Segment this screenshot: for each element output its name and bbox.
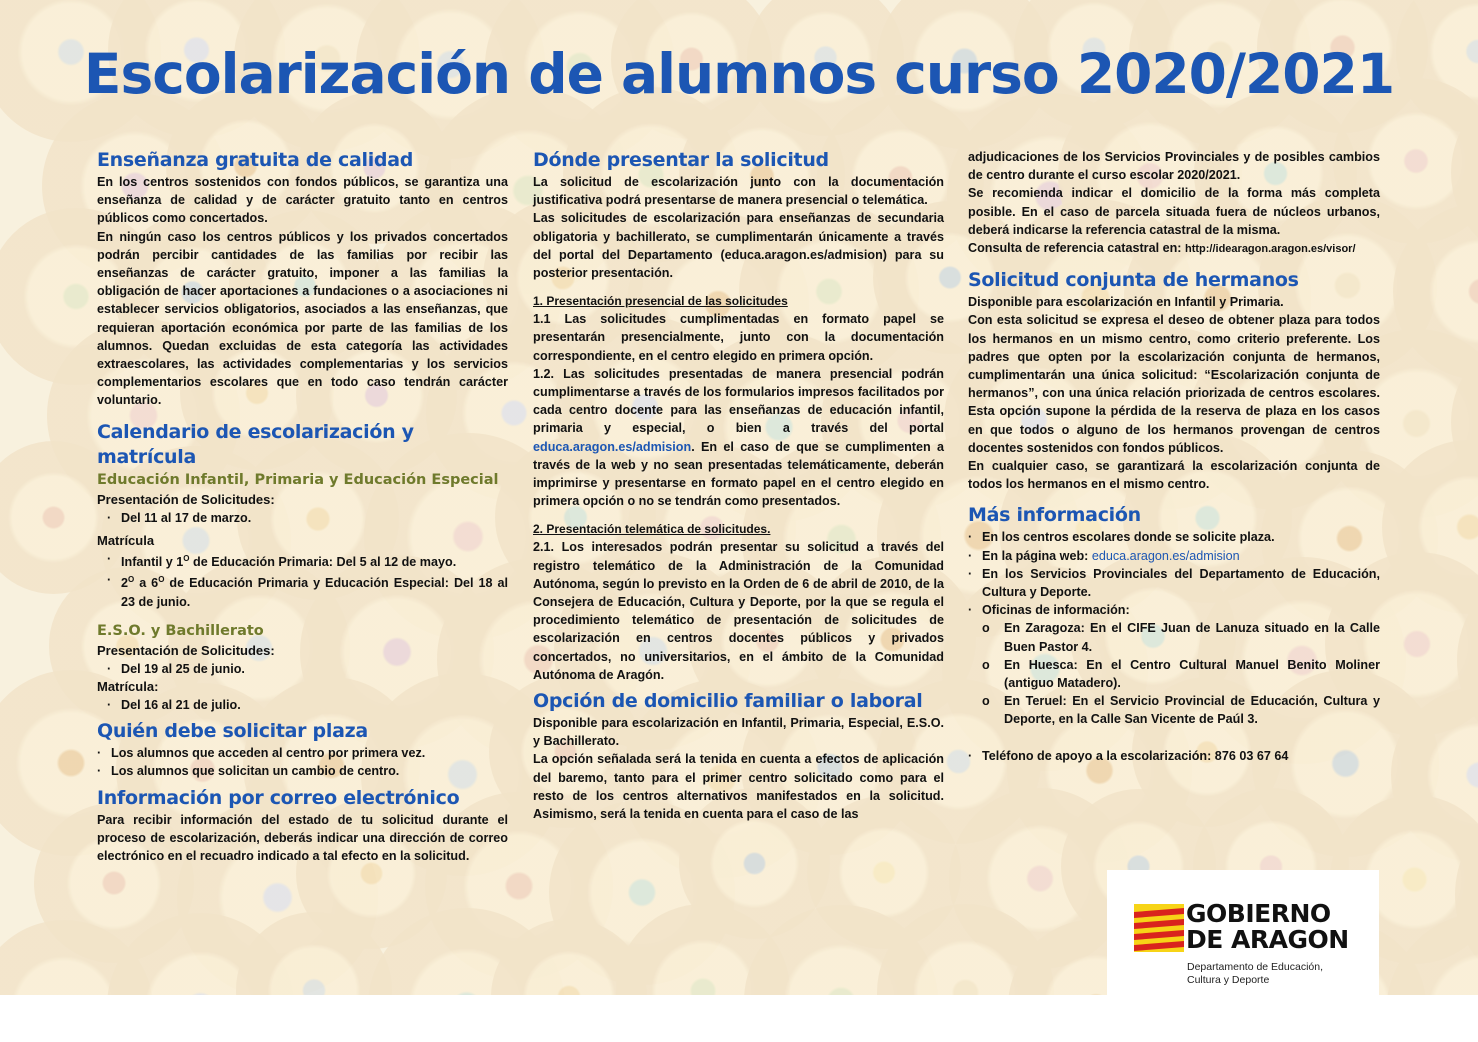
- circle-bullet-icon: o: [982, 657, 990, 672]
- paragraph: adjudicaciones de los Servicios Provinciales y de posibles cambios de centro durante el curso escolar 2020/2021.: [968, 150, 1380, 183]
- section-title-hermanos: Solicitud conjunta de hermanos: [968, 269, 1299, 292]
- heading-presencial: 1. Presentación presencial de las solicitudes: [533, 294, 788, 309]
- sub-list-item: o En Teruel: En el Servicio Provincial de Educación, Cultura y Deporte, en la Calle San Vicente de Paúl 3.: [968, 692, 1380, 728]
- bullet-icon: ·: [968, 566, 973, 581]
- paragraph: En cualquier caso, se garantizará la escolarización conjunta de todos los hermanos en el mismo centro.: [968, 459, 1380, 492]
- list-item: · Teléfono de apoyo a la escolarización: 876 03 67 64: [968, 747, 1380, 765]
- sub-list-item: o En Huesca: En el Centro Cultural Manuel Benito Moliner (antiguo Matadero).: [968, 656, 1380, 692]
- list-item: · Oficinas de información:: [968, 601, 1380, 619]
- logo-department: Departamento de Educación, Cultura y Deporte: [1187, 961, 1324, 986]
- list-item: · Del 16 al 21 de julio.: [97, 696, 508, 714]
- subsection-eso-bachillerato: E.S.O. y Bachillerato: [97, 622, 264, 639]
- bullet-icon: ·: [107, 698, 112, 713]
- paragraph: En ningún caso los centros públicos y los privados concertados podrán percibir cantidades de las familias por recibir las enseñanzas de carácter gratuito, imponer a las familias la obligación de hacer aportaciones a fundaciones o a asociaciones ni establecer servicios obligatorios, asociados a las enseñanzas, que requieran aportación económica por parte de las familias de los alumnos. Quedan excluidas de esta categoría las actividades extraescolares, las actividades complementarias y los servicios complementarios escolares que en todo caso tendrán carácter voluntario.: [97, 229, 508, 408]
- paragraph: Se recomienda indicar el domicilio de la forma más completa posible. En el caso de parcela situada fuera de núcleos urbanos, deberá indicarse la referencia catastral de la misma.: [968, 186, 1380, 237]
- bullet-icon: ·: [97, 764, 102, 779]
- paragraph: Disponible para escolarización en Infantil y Primaria.: [968, 295, 1284, 310]
- section-title-calendario: Calendario de escolarización y matrícula: [97, 420, 414, 468]
- paragraph: 2.1. Los interesados podrán presentar su solicitud a través del registro telemático de la Administración de la Comunidad Autónoma, según lo previsto en la Orden de 6 de abril de 2010, de la Consejera de Educación, Cultura y Deporte, por la que se regula el procedimiento telemático de presentación de solicitudes de escolarización en centros docentes públicos y privados concertados, no universitarios, en el ámbito de la Comunidad Autónoma de Aragón.: [533, 540, 944, 682]
- admision-link[interactable]: educa.aragon.es/admision: [533, 439, 692, 454]
- section-title-correo: Información por correo electrónico: [97, 786, 460, 809]
- section-title-domicilio: Opción de domicilio familiar o laboral: [533, 690, 923, 713]
- heading-presentacion: Presentación de Solicitudes:: [97, 642, 275, 658]
- bullet-icon: ·: [107, 573, 112, 588]
- web-link[interactable]: educa.aragon.es/admision: [1091, 548, 1240, 563]
- paragraph: Consulta de referencia catastral en: http://idearagon.aragon.es/visor/: [968, 241, 1356, 256]
- bullet-icon: ·: [107, 510, 112, 525]
- bullet-icon: ·: [968, 530, 973, 545]
- catastro-link[interactable]: http://idearagon.aragon.es/visor/: [1184, 243, 1356, 256]
- bullet-icon: ·: [968, 603, 973, 618]
- column-right: [968, 148, 1380, 765]
- heading-matricula: Matrícula: [97, 532, 155, 548]
- heading-presentacion: Presentación de Solicitudes:: [97, 491, 275, 507]
- list-item: · $2^O$ a $6^O$ de Educación Primaria y Educación Especial: Del 18 al 23 de junio.: [97, 571, 508, 611]
- paragraph: Con esta solicitud se expresa el deseo de obtener plaza para todos los hermanos en un mismo centro, como criterio preferente. Los padres que opten por la escolarización conjunta de hermanos, cumplimentarán una única solicitud: “Escolarización conjunta de hermanos”, con una única relación priorizada de centros escolares. Esta opción supone la pérdida de la reserva de plaza en los casos en que todos o alguno de los hermanos provengan de centros docentes sostenidos con fondos públicos.: [968, 313, 1380, 455]
- paragraph: Las solicitudes de escolarización para enseñanzas de secundaria obligatoria y bachillerato, se cumplimentarán únicamente a través del portal del Departamento (educa.aragon.es/admision) para su posterior presentación.: [533, 211, 944, 281]
- bullet-icon: ·: [107, 551, 112, 566]
- bullet-icon: ·: [97, 746, 102, 761]
- paragraph: En los centros sostenidos con fondos públicos, se garantiza una enseñanza de calidad y de carácter gratuito tanto en centros públicos como concertados.: [97, 175, 508, 226]
- heading-telematica: 2. Presentación telemática de solicitudes.: [533, 522, 771, 537]
- circle-bullet-icon: o: [982, 694, 990, 709]
- section-title-quien: Quién debe solicitar plaza: [97, 720, 368, 743]
- list-item: · En los centros escolares donde se solicite plaza.: [968, 528, 1380, 546]
- subsection-infantil-primaria: Educación Infantil, Primaria y Educación Especial: [97, 471, 499, 488]
- paragraph: La solicitud de escolarización junto con la documentación justificativa podrá presentarse de manera presencial o telemática.: [533, 175, 944, 208]
- aragon-flag-icon: [1134, 904, 1184, 952]
- page-title: Escolarización de alumnos curso 2020/2021: [83, 42, 1395, 106]
- list-item: · Los alumnos que solicitan un cambio de centro.: [97, 762, 508, 780]
- logo-wordmark: GOBIERNO DE ARAGON: [1186, 899, 1349, 954]
- list-item: · Los alumnos que acceden al centro por primera vez.: [97, 744, 508, 762]
- section-title-donde: Dónde presentar la solicitud: [533, 149, 829, 171]
- column-middle: [533, 148, 944, 823]
- list-item: · En los Servicios Provinciales del Departamento de Educación, Cultura y Deporte.: [968, 565, 1380, 601]
- sub-list-item: o En Zaragoza: En el CIFE Juan de Lanuza situado en la Calle Buen Pastor 4.: [968, 619, 1380, 655]
- heading-matricula: Matrícula:: [97, 679, 159, 695]
- section-title-mas-info: Más información: [968, 504, 1141, 527]
- section-title-ensenanza: Enseñanza gratuita de calidad: [97, 149, 414, 171]
- paragraph: Disponible para escolarización en Infantil, Primaria, Especial, E.S.O. y Bachillerato.: [533, 716, 944, 749]
- list-item: · Del 11 al 17 de marzo.: [97, 509, 508, 527]
- paragraph: 1.2. Las solicitudes presentadas de manera presencial podrán cumplimentarse a través de los formularios impresos facilitados por cada centro docente para las enseñanzas de educación infantil, primaria y especial, o bien a través del portal educa.aragon.es/admision. En el caso de que se cumplimenten a través de la web y no sean presentadas telemáticamente, deberán imprimirse y presentarse en formato papel en el centro elegido en primera opción o no se tendrán como presentados.: [533, 366, 944, 509]
- circle-bullet-icon: o: [982, 621, 990, 636]
- column-left: [97, 148, 508, 865]
- bullet-icon: ·: [968, 748, 973, 763]
- bullet-icon: ·: [968, 548, 973, 563]
- paragraph: La opción señalada será la tenida en cuenta a efectos de aplicación del baremo, tanto para el primer centro solicitado como para el resto de los centros alternativos manifestados en la solicitud. Asimismo, será la tenida en cuenta para el caso de las: [533, 752, 944, 822]
- bullet-icon: ·: [107, 661, 112, 676]
- paragraph: 1.1 Las solicitudes cumplimentadas en formato papel se presentarán presencialmente, junto con la documentación correspondiente, en el centro elegido en primera opción.: [533, 312, 944, 363]
- list-item: · En la página web: educa.aragon.es/admision: [968, 547, 1380, 565]
- list-item: · Del 19 al 25 de junio.: [97, 660, 508, 678]
- paragraph: Para recibir información del estado de tu solicitud durante el proceso de escolarización, deberás indicar una dirección de correo electrónico en el recuadro indicado a tal efecto en la solicitud.: [97, 812, 508, 864]
- list-item: · Infantil y $1^O$ de Educación Primaria: Del 5 al 12 de mayo.: [97, 550, 508, 571]
- gobierno-aragon-logo: [1107, 870, 1379, 995]
